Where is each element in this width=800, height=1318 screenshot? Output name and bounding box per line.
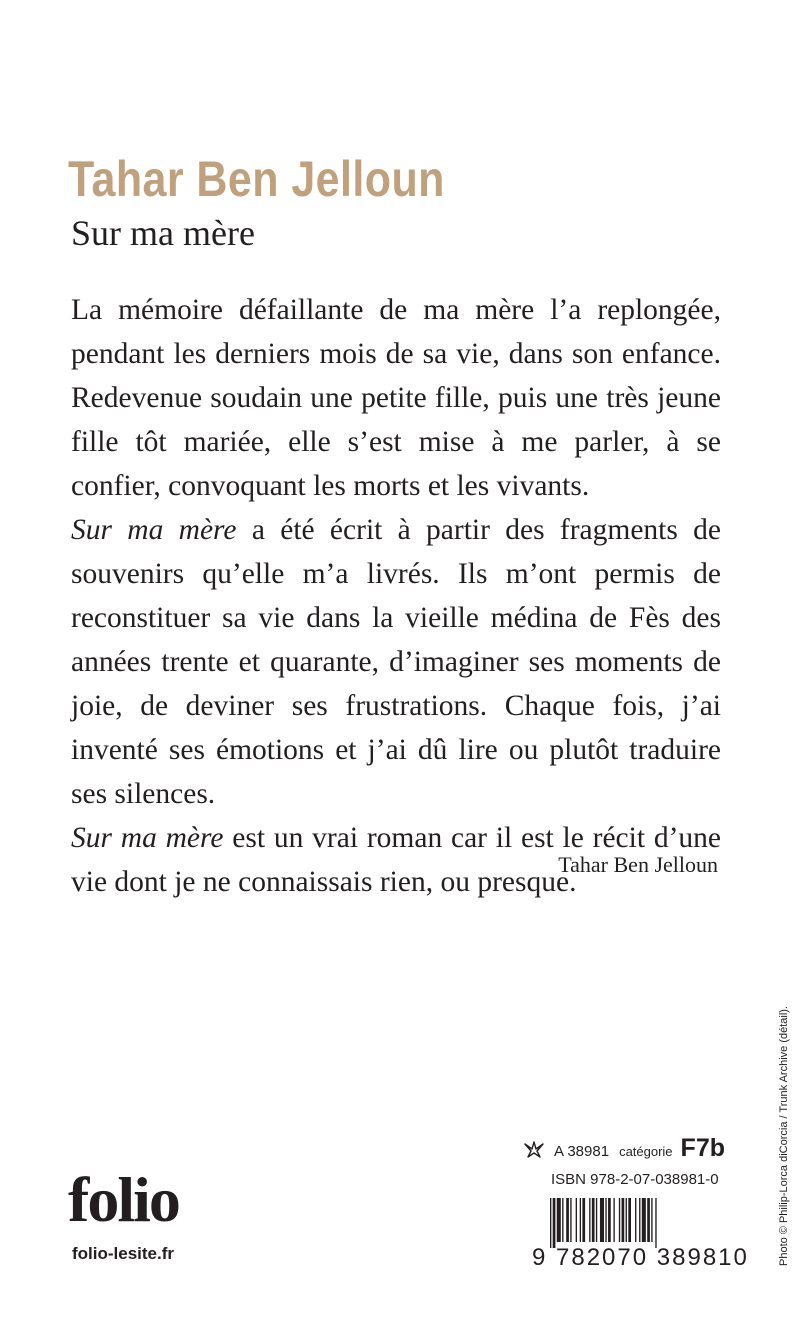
barcode-bar <box>628 1198 631 1242</box>
barcode-bar <box>562 1198 563 1242</box>
publisher-logo: folio <box>68 1164 179 1235</box>
blurb-paragraph-3: Sur ma mère est un vrai roman car il est le récit d’une vie dont je ne connaissais rien, ou presque. <box>71 822 721 898</box>
catalog-line <box>524 1134 725 1163</box>
barcode-bar <box>553 1198 556 1248</box>
dove-icon <box>524 1140 544 1158</box>
barcode-bar <box>592 1198 595 1242</box>
book-title: Sur ma mère <box>71 213 255 253</box>
barcode-bar <box>622 1198 625 1242</box>
barcode-bar <box>635 1198 636 1242</box>
barcode-bar <box>600 1198 604 1242</box>
blurb-title-ref: Sur ma mère <box>71 514 237 546</box>
catalog-code: A 38981 <box>554 1143 610 1160</box>
isbn: ISBN 978-2-07-038981-0 <box>551 1171 719 1188</box>
barcode-bar <box>576 1198 577 1242</box>
barcode-bar <box>655 1198 656 1248</box>
barcode-bar <box>570 1198 571 1242</box>
barcode-bar <box>582 1198 585 1242</box>
photo-credit: Photo © Philip-Lorca diCorcia / Trunk Archive (détail). <box>778 1006 790 1266</box>
barcode-bar <box>550 1198 551 1248</box>
blurb-paragraph-2: Sur ma mère a été écrit à partir des fragments de souvenirs qu’elle m’a livrés. Ils m’ont permis de reconstituer sa vie dans la vieille médina de Fès des années trente et quarante, d’imaginer ses moments de joie, de deviner ses frustrations. Chaque fois, j’ai inventé ses émotions et j’ai dû lire ou plutôt traduire ses silences. <box>71 514 721 810</box>
category-label: catégorie <box>619 1144 673 1159</box>
barcode-bar <box>605 1198 606 1242</box>
barcode-bar <box>596 1198 597 1242</box>
barcode-bar <box>639 1198 640 1242</box>
barcode-digits: 9 782070 389810 <box>532 1244 749 1271</box>
barcode-bar <box>557 1198 561 1242</box>
category-code: F7b <box>680 1134 725 1162</box>
barcode-bar <box>642 1198 646 1242</box>
barcode-bar <box>626 1198 627 1242</box>
barcode-bar <box>608 1198 611 1242</box>
author-name: Tahar Ben Jelloun <box>68 151 445 207</box>
barcode-bar <box>580 1198 581 1242</box>
blurb-title-ref: Sur ma mère <box>71 822 224 854</box>
barcode-bar <box>647 1198 650 1242</box>
barcode <box>550 1198 712 1248</box>
blurb-paragraph-1: La mémoire défaillante de ma mère l’a replongée, pendant les derniers mois de sa vie, dans son enfance. Redevenue soudain une petite fille, puis une très jeune fille tôt mariée, elle s’est mise à me parler, à se confier, convoquant les morts et les vivants. <box>71 294 721 502</box>
blurb-signature: Tahar Ben Jelloun <box>558 852 718 877</box>
barcode-bar <box>613 1198 614 1242</box>
publisher-site: folio-lesite.fr <box>72 1244 175 1263</box>
barcode-bar <box>589 1198 590 1242</box>
barcode-bar <box>619 1198 620 1242</box>
back-cover-blurb <box>71 288 721 904</box>
barcode-bar <box>651 1198 652 1242</box>
barcode-bar <box>566 1198 569 1242</box>
